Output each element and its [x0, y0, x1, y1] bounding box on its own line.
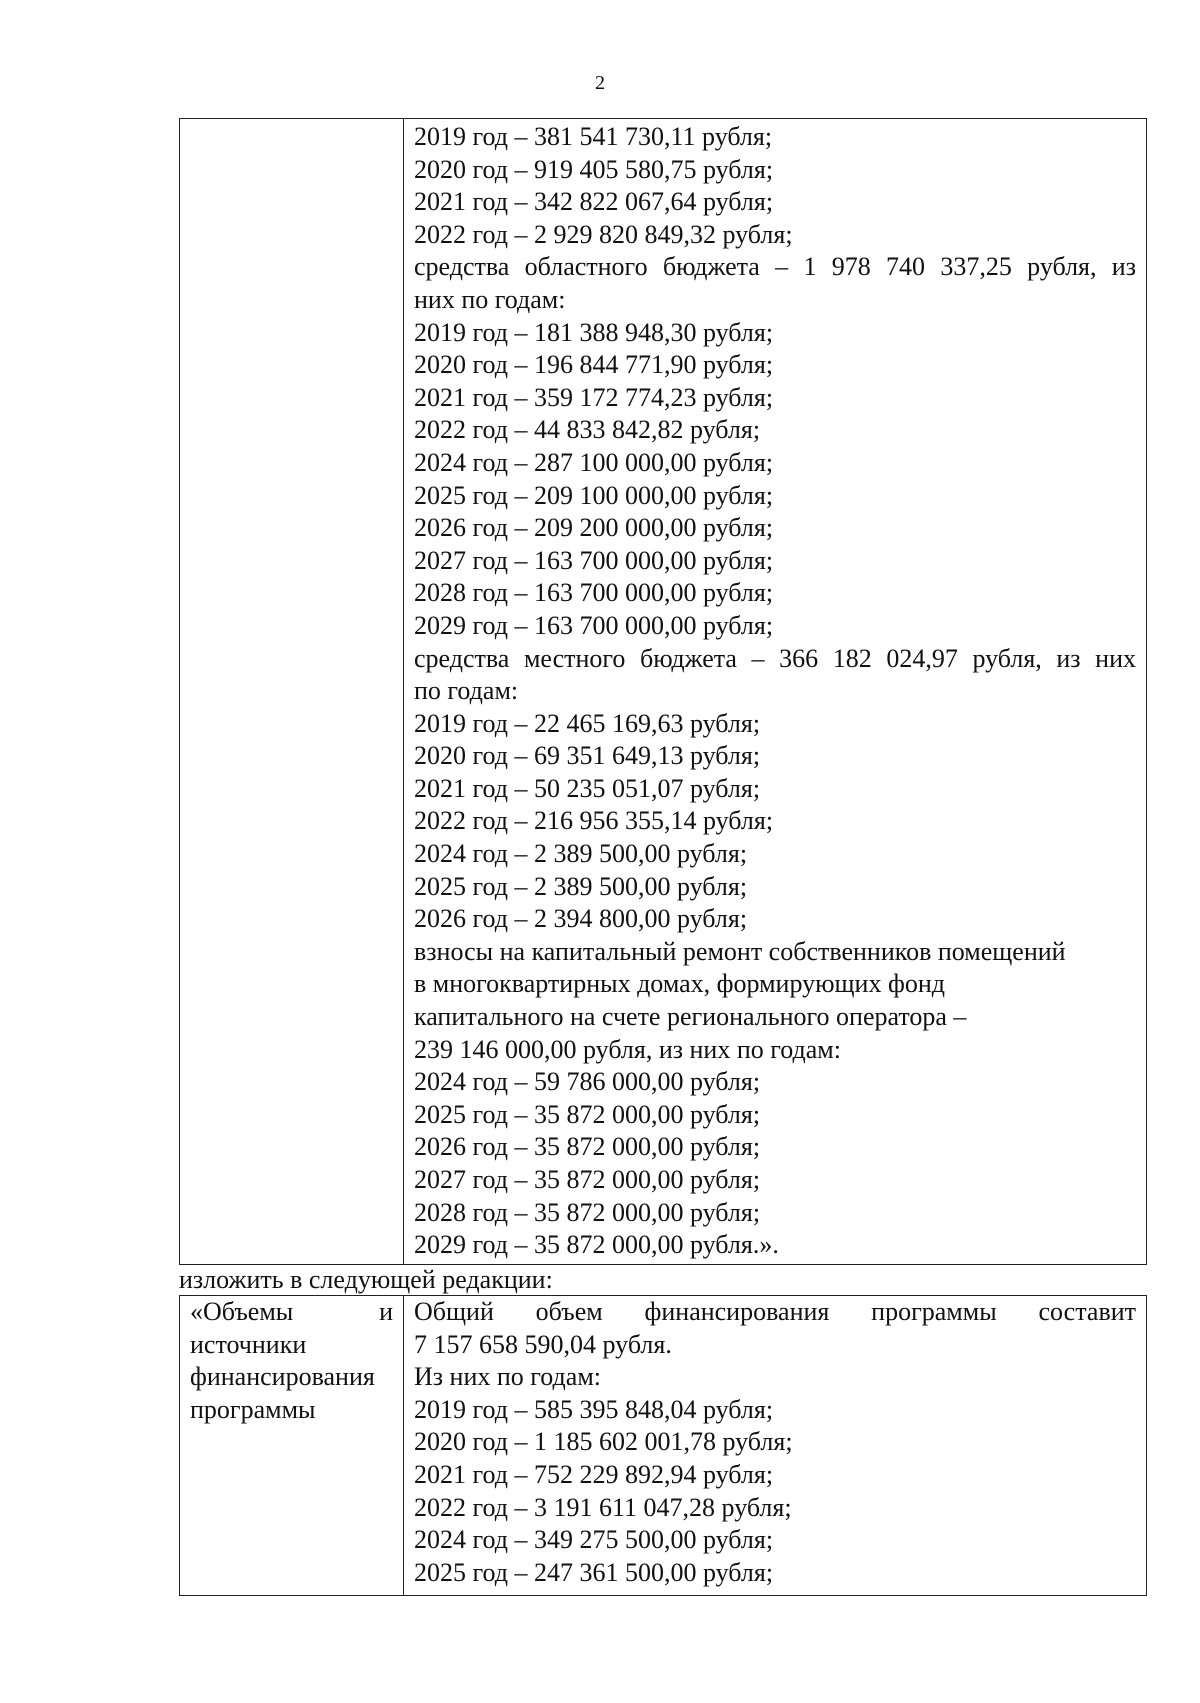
- year-line: 2020 год – 1 185 602 001,78 рубля;: [414, 1427, 793, 1457]
- year-line: 2019 год – 585 395 848,04 рубля;: [414, 1394, 774, 1424]
- left-cell-heading: [180, 1296, 404, 1596]
- year-line: 2025 год – 2 389 500,00 рубля;: [414, 871, 748, 901]
- local-budget-intro: средства местного бюджета – 366 182 024,97 рубля, из них: [414, 643, 1136, 673]
- capital-repair-intro: в многоквартирных домах, формирующих фонд: [414, 969, 945, 999]
- year-line: 2025 год – 209 100 000,00 рубля;: [414, 480, 774, 510]
- year-line: 2020 год – 919 405 580,75 рубля;: [414, 154, 774, 184]
- regional-budget-intro: средства областного бюджета – 1 978 740 337,25 рубля, из: [414, 252, 1136, 282]
- total-funding-amount: 7 157 658 590,04 рубля.: [414, 1329, 672, 1359]
- year-line: 2025 год – 247 361 500,00 рубля;: [414, 1557, 774, 1587]
- year-line: 2019 год – 181 388 948,30 рубля;: [414, 317, 774, 347]
- year-line: 2021 год – 752 229 892,94 рубля;: [414, 1459, 774, 1489]
- by-years-label: Из них по годам:: [414, 1362, 602, 1392]
- year-line: 2020 год – 69 351 649,13 рубля;: [414, 741, 761, 771]
- year-line: 2019 год – 381 541 730,11 рубля;: [414, 122, 773, 151]
- table-row: [180, 119, 1147, 1265]
- year-line: 2028 год – 35 872 000,00 рубля;: [414, 1197, 761, 1227]
- page-number: 2: [595, 72, 605, 94]
- heading-line: [190, 1296, 393, 1329]
- year-line: 2026 год – 209 200 000,00 рубля;: [414, 513, 774, 543]
- funding-table-new: [179, 1295, 1147, 1596]
- year-line: 2026 год – 35 872 000,00 рубля;: [414, 1132, 761, 1162]
- year-line: 2019 год – 22 465 169,63 рубля;: [414, 708, 761, 738]
- year-line: 2022 год – 3 191 611 047,28 рубля;: [414, 1492, 792, 1522]
- left-cell-empty: [180, 119, 404, 1265]
- year-line: 2020 год – 196 844 771,90 рубля;: [414, 350, 774, 380]
- year-line: 2024 год – 2 389 500,00 рубля;: [414, 839, 748, 869]
- year-line: 2021 год – 342 822 067,64 рубля;: [414, 187, 774, 217]
- local-budget-intro-cont: по годам:: [414, 676, 519, 706]
- year-line: 2028 год – 163 700 000,00 рубля;: [414, 578, 774, 608]
- capital-repair-intro: взносы на капитальный ремонт собственников помещений: [414, 936, 1066, 966]
- heading-word: «Объемы: [190, 1297, 294, 1326]
- year-line: 2029 год – 35 872 000,00 рубля.».: [414, 1230, 779, 1260]
- year-line: 2024 год – 59 786 000,00 рубля;: [414, 1067, 761, 1097]
- heading-line: финансирования: [190, 1362, 375, 1392]
- heading-line: программы: [190, 1394, 316, 1424]
- capital-repair-intro: 239 146 000,00 рубля, из них по годам:: [414, 1034, 841, 1064]
- right-cell-funding: [404, 1296, 1147, 1596]
- table-row: [180, 1296, 1147, 1596]
- year-line: 2021 год – 50 235 051,07 рубля;: [414, 773, 761, 803]
- total-funding-intro: Общий объем финансирования программы составит: [414, 1297, 1136, 1326]
- year-line: 2022 год – 44 833 842,82 рубля;: [414, 415, 761, 445]
- funding-table-old: [179, 118, 1147, 1265]
- year-line: 2027 год – 163 700 000,00 рубля;: [414, 545, 774, 575]
- right-cell-funding: [404, 119, 1147, 1265]
- heading-word: и: [379, 1297, 393, 1326]
- year-line: 2022 год – 216 956 355,14 рубля;: [414, 806, 774, 836]
- capital-repair-intro: капитального на счете регионального оператора –: [414, 1002, 967, 1032]
- year-line: 2021 год – 359 172 774,23 рубля;: [414, 382, 774, 412]
- year-line: 2025 год – 35 872 000,00 рубля;: [414, 1099, 761, 1129]
- year-line: 2029 год – 163 700 000,00 рубля;: [414, 610, 774, 640]
- heading-line: источники: [190, 1329, 307, 1359]
- year-line: 2024 год – 287 100 000,00 рубля;: [414, 447, 774, 477]
- year-line: 2026 год – 2 394 800,00 рубля;: [414, 904, 748, 934]
- year-line: 2024 год – 349 275 500,00 рубля;: [414, 1525, 774, 1555]
- year-line: 2027 год – 35 872 000,00 рубля;: [414, 1165, 761, 1194]
- year-line: 2022 год – 2 929 820 849,32 рубля;: [414, 219, 793, 249]
- regional-budget-intro-cont: них по годам:: [414, 284, 566, 314]
- amendment-caption: изложить в следующей редакции:: [179, 1265, 553, 1294]
